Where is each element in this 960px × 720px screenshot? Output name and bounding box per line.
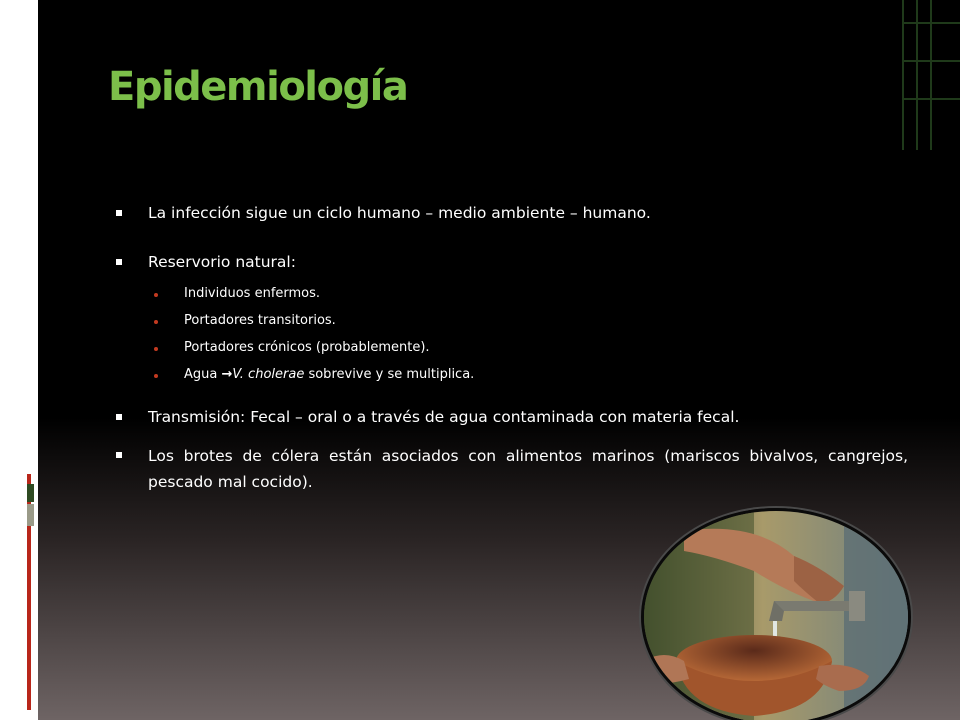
dot-bullet-icon: [154, 293, 158, 297]
square-bullet-icon: [116, 259, 122, 265]
square-bullet-icon: [116, 414, 122, 420]
sub-bullet-pre: Agua: [184, 367, 222, 382]
dot-bullet-icon: [154, 320, 158, 324]
photo-icon: [644, 511, 908, 720]
arrow-right-icon: →: [221, 367, 233, 382]
sub-bullet-text: Individuos enfermos.: [184, 286, 321, 301]
sub-bullet-text: Portadores transitorios.: [184, 313, 336, 328]
left-accent-green-block: [27, 484, 34, 502]
left-accent-gray-block: [27, 504, 34, 526]
bullet-text: Los brotes de cólera están asociados con alimentos marinos (mariscos bivalvos, cangrejos, pescado mal cocido).: [148, 447, 908, 491]
sub-bullet-post: sobrevive y se multiplica.: [304, 367, 475, 382]
dot-bullet-icon: [154, 374, 158, 378]
sub-bullet-text: [184, 367, 474, 382]
corner-decoration: [898, 0, 960, 150]
organism-name: V. cholerae: [232, 367, 305, 382]
slide-title: Epidemiología: [108, 64, 408, 110]
bullet-text: La infección sigue un ciclo humano – medio ambiente – humano.: [148, 204, 651, 222]
square-bullet-icon: [116, 452, 122, 458]
dot-bullet-icon: [154, 347, 158, 351]
bullet-text: Transmisión: Fecal – oral o a través de agua contaminada con materia fecal.: [148, 408, 740, 426]
left-accent-bar: [0, 0, 38, 720]
sub-bullet-text: Portadores crónicos (probablemente).: [184, 340, 430, 355]
slide: [38, 0, 960, 720]
square-bullet-icon: [116, 210, 122, 216]
bullet-text: Reservorio natural:: [148, 253, 296, 271]
illustration-photo: [641, 508, 911, 720]
